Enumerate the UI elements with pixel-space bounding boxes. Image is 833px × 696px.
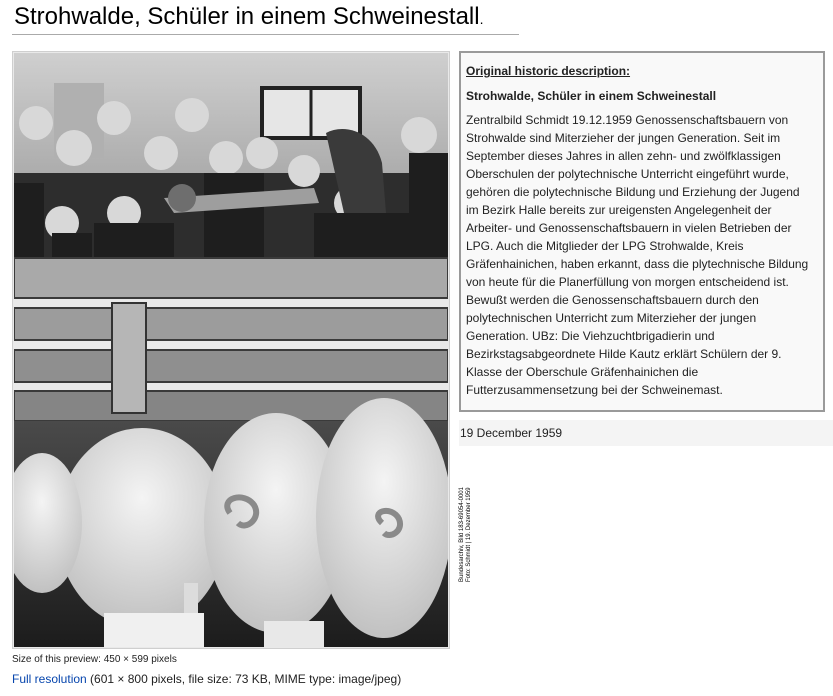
archival-photo[interactable] [14, 53, 448, 647]
page-title [14, 0, 483, 36]
description-body: Zentralbild Schmidt 19.12.1959 Genossenschaftsbauern von Strohwalde sind Miterzieher der jungen Generation. Seit im September dieses Jahres in allen zehn- und zwölfklassigen Oberschulen der polytechnische Unterricht eingeführt wurde, gehören die polytechnische Bildung und Erziehung der Jugend im Bezirk Halle bereits zur ureigensten Angelegenheit der Arbeiter- und Genossenschaftsbauern in vielen Betrieben der LPG. Auch die Mitglieder der LPG Strohwalde, Kreis Gräfenhainichen, haben erkannt, dass die plytechnische Bildung von heute für die Planerfüllung von morgen entscheidend ist. Bewußt werden die Genossenschaftsbauern durch den polytechnischen Unterricht zum Miterzieher der jungen Generation. UBz: Die Viehzuchtbrigadierin und Bezirkstagsabgeordnete Hilde Kautz erklärt Schülern der 9. Klasse der Oberschule Gräfenhainichen die Futterzusammensetzung bei der Schweinemast. [466, 113, 809, 397]
preview-size: Size of this preview: 450 × 599 pixels [12, 654, 177, 665]
description-label: Original historic description: [466, 64, 631, 78]
photo-credit-line1: Bundesarchiv, Bild 183-69054-0001 [459, 487, 465, 582]
photo-credit [459, 487, 473, 582]
photo-date: 19 December 1959 [460, 426, 563, 440]
description-box [459, 51, 825, 412]
description-heading: Strohwalde, Schüler in einem Schweinestall [466, 89, 717, 103]
full-resolution-link[interactable]: Full resolution [12, 672, 87, 686]
title-rule [12, 34, 519, 35]
date-panel [459, 420, 833, 446]
full-resolution-info: (601 × 800 pixels, file size: 73 KB, MIME type: image/jpeg) [86, 672, 402, 686]
page-title-suffix: . [479, 11, 484, 27]
full-resolution-line [12, 672, 401, 686]
photo-thumbnail[interactable] [12, 51, 472, 649]
page-title-text: Strohwalde, Schüler in einem Schweinestall [14, 3, 480, 30]
photo-credit-line2: Foto: Schmidt | 19. Dezember 1959 [466, 487, 472, 582]
